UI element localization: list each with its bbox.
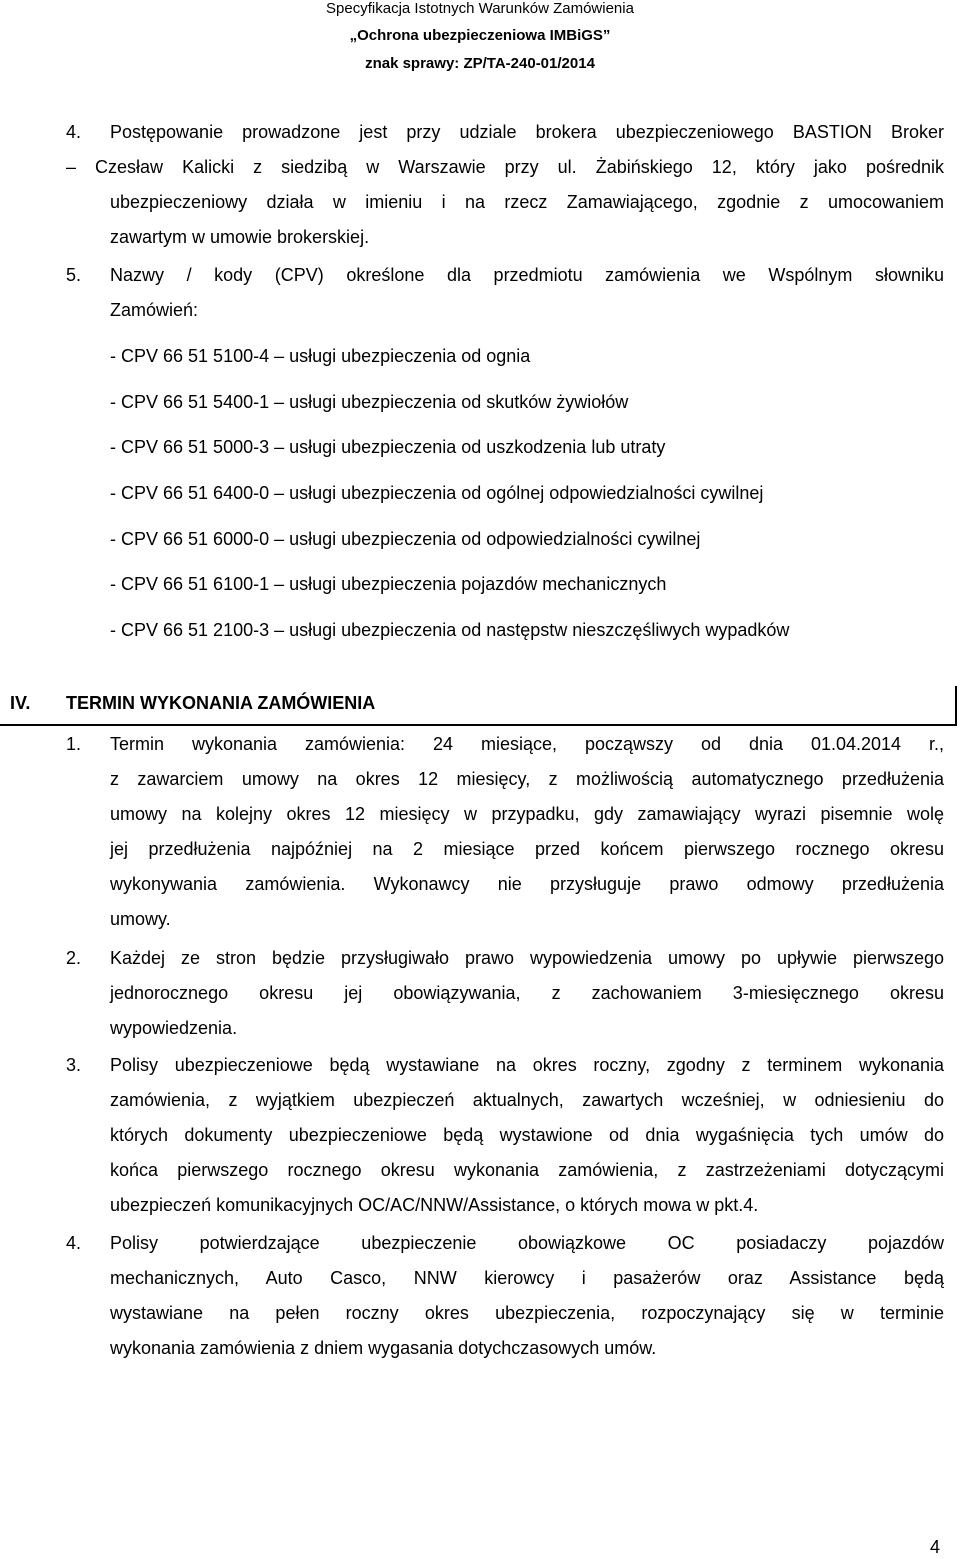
text-line: zawartym w umowie brokerskiej. xyxy=(110,227,370,247)
section-iv-number: IV. xyxy=(10,693,31,713)
iv-point-1-text xyxy=(110,727,944,937)
text-line: wykonywania zamówienia. Wykonawcy nie przysługuje prawo odmowy przedłużenia xyxy=(110,874,944,894)
text-line: Postępowanie prowadzone jest przy udziale brokera ubezpieczeniowego BASTION Broker xyxy=(110,122,944,142)
header-case-number: znak sprawy: ZP/TA-240-01/2014 xyxy=(365,55,595,72)
text-line: Każdej ze stron będzie przysługiwało prawo wypowiedzenia umowy po upływie pierwszego xyxy=(110,948,944,968)
cpv-list-item: - CPV 66 51 6000-0 – usługi ubezpieczenia od odpowiedzialności cywilnej xyxy=(110,529,701,549)
point-4-text xyxy=(66,115,944,255)
text-line: umowy na kolejny okres 12 miesięcy w przypadku, gdy zamawiający wyrazi pisemnie wolę xyxy=(110,804,944,824)
header-document-title: Specyfikacja Istotnych Warunków Zamówienia xyxy=(326,0,634,17)
text-line: Termin wykonania zamówienia: 24 miesiące, począwszy od dnia 01.04.2014 r., xyxy=(110,734,944,754)
text-line: ubezpieczeniowy działa w imieniu i na rzecz Zamawiającego, zgodnie z umocowaniem xyxy=(110,192,944,212)
text-line: jednorocznego okresu jej obowiązywania, z zachowaniem 3-miesięcznego okresu xyxy=(110,983,944,1003)
iv-point-3-text xyxy=(110,1048,944,1223)
text-line: wypowiedzenia. xyxy=(110,1018,238,1038)
text-line: Polisy ubezpieczeniowe będą wystawiane na okres roczny, zgodny z terminem wykonania xyxy=(110,1055,944,1075)
text-line: umowy. xyxy=(110,909,171,929)
iv-point-1-number: 1. xyxy=(66,734,82,754)
text-line: końca pierwszego rocznego okresu wykonania zamówienia, z zastrzeżeniami dotyczącymi xyxy=(110,1160,944,1180)
text-line: Polisy potwierdzające ubezpieczenie obowiązkowe OC posiadaczy pojazdów xyxy=(110,1233,944,1253)
text-line: wykonania zamówienia z dniem wygasania dotychczasowych umów. xyxy=(110,1338,657,1358)
cpv-list-item: - CPV 66 51 5100-4 – usługi ubezpieczenia od ognia xyxy=(110,346,531,366)
text-line: – Czesław Kalicki z siedzibą w Warszawie przy ul. Żabińskiego 12, który jako pośrednik xyxy=(66,157,944,177)
iv-point-2-number: 2. xyxy=(66,948,82,968)
text-line: z zawarciem umowy na okres 12 miesięcy, z możliwością automatycznego przedłużenia xyxy=(110,769,944,789)
point-5-number: 5. xyxy=(66,265,82,285)
cpv-list-item: - CPV 66 51 5400-1 – usługi ubezpieczenia od skutków żywiołów xyxy=(110,392,629,412)
text-line: których dokumenty ubezpieczeniowe będą wystawione od dnia wygaśnięcia tych umów do xyxy=(110,1125,944,1145)
point-5-text xyxy=(110,258,944,328)
cpv-list-item: - CPV 66 51 2100-3 – usługi ubezpieczenia od następstw nieszczęśliwych wypadków xyxy=(110,620,790,640)
cpv-list-item: - CPV 66 51 5000-3 – usługi ubezpieczenia od uszkodzenia lub utraty xyxy=(110,437,666,457)
text-line: Nazwy / kody (CPV) określone dla przedmiotu zamówienia we Wspólnym słowniku xyxy=(110,265,944,285)
iv-point-3-number: 3. xyxy=(66,1055,82,1075)
header-procurement-name: „Ochrona ubezpieczeniowa IMBiGS” xyxy=(349,27,611,44)
text-line: Zamówień: xyxy=(110,300,199,320)
iv-point-2-text xyxy=(110,941,944,1046)
point-4-number: 4. xyxy=(66,122,82,142)
cpv-list-item: - CPV 66 51 6400-0 – usługi ubezpieczenia od ogólnej odpowiedzialności cywilnej xyxy=(110,483,764,503)
page-number: 4 xyxy=(930,1537,941,1557)
text-line: wystawiane na pełen roczny okres ubezpieczenia, rozpoczynający się w terminie xyxy=(110,1303,944,1323)
text-line: ubezpieczeń komunikacyjnych OC/AC/NNW/Assistance, o których mowa w pkt.4. xyxy=(110,1195,759,1215)
iv-point-4-text xyxy=(110,1226,944,1366)
text-line: jej przedłużenia najpóźniej na 2 miesiące przed końcem pierwszego rocznego okresu xyxy=(110,839,944,859)
iv-point-4-number: 4. xyxy=(66,1233,82,1253)
text-line: mechanicznych, Auto Casco, NNW kierowcy i pasażerów oraz Assistance będą xyxy=(110,1268,944,1288)
section-iv-title: TERMIN WYKONANIA ZAMÓWIENIA xyxy=(66,693,376,713)
cpv-list-item: - CPV 66 51 6100-1 – usługi ubezpieczenia pojazdów mechanicznych xyxy=(110,574,667,594)
text-line: zamówienia, z wyjątkiem ubezpieczeń aktualnych, zawartych wcześniej, w odniesieniu do xyxy=(110,1090,944,1110)
